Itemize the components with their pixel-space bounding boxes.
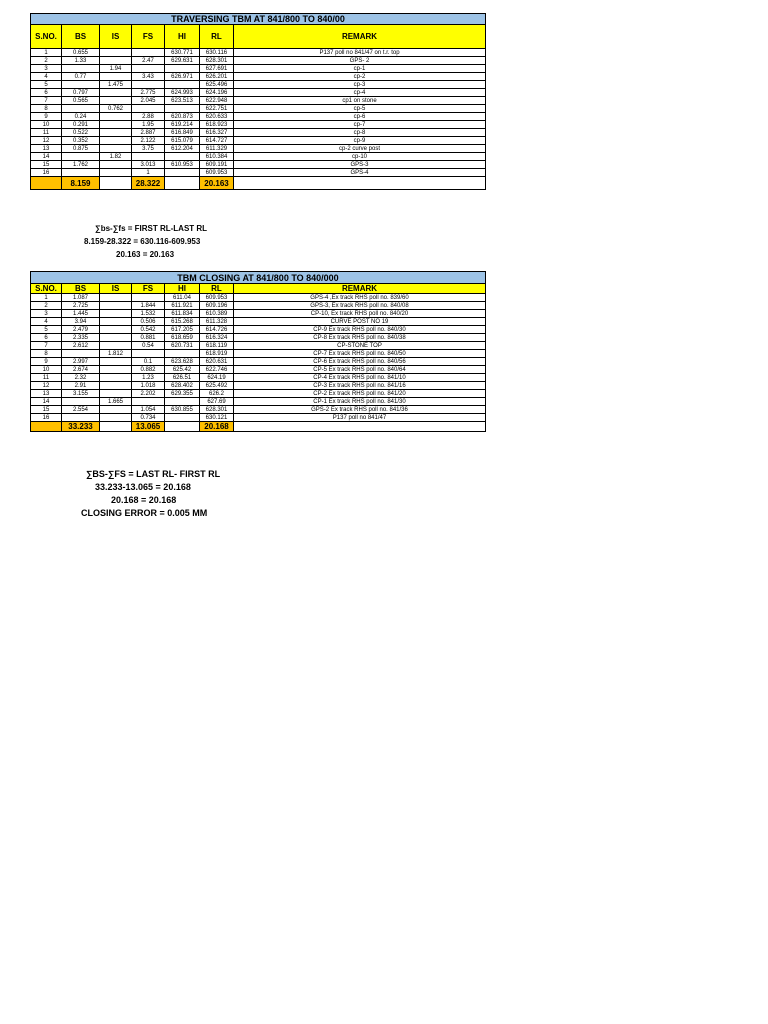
cell-rl: 609.191 <box>200 161 234 169</box>
table-row <box>31 105 486 113</box>
cell-remark: cp-6 <box>234 113 486 121</box>
cell-is: 0.762 <box>100 105 132 113</box>
cell-bs: 0.522 <box>62 129 100 137</box>
cell-fs: 0.506 <box>132 318 165 326</box>
cell-is <box>100 113 132 121</box>
cell-is <box>100 129 132 137</box>
cell-hi <box>165 169 200 177</box>
formula-line: 33.233-13.065 = 20.168 <box>95 482 191 492</box>
cell-fs <box>132 49 165 57</box>
header-rl: RL <box>200 284 234 294</box>
cell-sno: 2 <box>31 302 62 310</box>
cell-rl: 610.389 <box>200 310 234 318</box>
cell-hi: 616.849 <box>165 129 200 137</box>
cell-rl: 618.919 <box>200 350 234 358</box>
cell-remark: cp-7 <box>234 121 486 129</box>
header-hi: HI <box>165 25 200 49</box>
table-row <box>31 342 486 350</box>
cell-fs: 3.013 <box>132 161 165 169</box>
cell-rl: 611.329 <box>200 145 234 153</box>
cell-fs: 2.88 <box>132 113 165 121</box>
cell-sno: 10 <box>31 366 62 374</box>
header-sno: S.NO. <box>31 25 62 49</box>
cell-hi <box>165 153 200 161</box>
cell-bs: 1.087 <box>62 294 100 302</box>
table-row <box>31 49 486 57</box>
closing-table <box>30 271 486 432</box>
cell-hi: 623.513 <box>165 97 200 105</box>
cell-is: 1.812 <box>100 350 132 358</box>
cell-bs: 2.32 <box>62 374 100 382</box>
cell-is <box>100 406 132 414</box>
table-row <box>31 326 486 334</box>
cell-remark: CP-4 Ex track RHS poll no. 841/10 <box>234 374 486 382</box>
traversing-table <box>30 13 486 190</box>
cell-hi: 626.51 <box>165 374 200 382</box>
cell-remark: GPS-2 Ex track RHS poll no. 841/36 <box>234 406 486 414</box>
cell-remark: GPS-4 ,Ex track RHS poll no. 839/60 <box>234 294 486 302</box>
cell-sno: 9 <box>31 358 62 366</box>
cell-bs <box>62 414 100 422</box>
table-row <box>31 366 486 374</box>
table-row <box>31 414 486 422</box>
cell-rl: 614.727 <box>200 137 234 145</box>
header-remark: REMARK <box>234 284 486 294</box>
cell-sno: 13 <box>31 390 62 398</box>
cell-rl: 611.328 <box>200 318 234 326</box>
cell-hi <box>165 350 200 358</box>
cell-fs: 1.844 <box>132 302 165 310</box>
cell-hi: 626.971 <box>165 73 200 81</box>
cell-hi: 618.659 <box>165 334 200 342</box>
cell-fs <box>132 65 165 73</box>
cell-rl: 626.201 <box>200 73 234 81</box>
table-row <box>31 358 486 366</box>
cell-sno: 11 <box>31 374 62 382</box>
total-rl: 20.163 <box>200 177 234 190</box>
cell-hi <box>165 414 200 422</box>
cell-fs: 2.122 <box>132 137 165 145</box>
cell-remark: GPS- 2 <box>234 57 486 65</box>
cell-fs <box>132 294 165 302</box>
cell-is: 1.94 <box>100 65 132 73</box>
cell-hi: 620.731 <box>165 342 200 350</box>
cell-is <box>100 374 132 382</box>
cell-sno: 9 <box>31 113 62 121</box>
cell-hi <box>165 398 200 406</box>
table-title: TBM CLOSING AT 841/800 TO 840/000 <box>31 272 486 284</box>
cell-remark: GPS-3, Ex track RHS poll no. 840/08 <box>234 302 486 310</box>
cell-bs <box>62 153 100 161</box>
cell-hi <box>165 81 200 89</box>
total-fs: 28.322 <box>132 177 165 190</box>
total-label-cell <box>31 177 62 190</box>
cell-hi <box>165 105 200 113</box>
cell-is <box>100 302 132 310</box>
cell-fs: 1 <box>132 169 165 177</box>
cell-fs <box>132 398 165 406</box>
cell-is <box>100 326 132 334</box>
table-row <box>31 302 486 310</box>
table-row <box>31 137 486 145</box>
cell-fs <box>132 105 165 113</box>
cell-remark: CP-3 Ex track RHS poll no. 841/16 <box>234 382 486 390</box>
cell-is <box>100 318 132 326</box>
table-row <box>31 121 486 129</box>
cell-remark: cp-8 <box>234 129 486 137</box>
cell-fs: 1.054 <box>132 406 165 414</box>
header-rl: RL <box>200 25 234 49</box>
table-row <box>31 294 486 302</box>
cell-rl: 627.69 <box>200 398 234 406</box>
cell-rl: 622.746 <box>200 366 234 374</box>
cell-sno: 8 <box>31 105 62 113</box>
cell-sno: 5 <box>31 326 62 334</box>
cell-remark: CP-7 Ex track RHS poll no. 840/50 <box>234 350 486 358</box>
cell-is <box>100 97 132 105</box>
cell-is: 1.82 <box>100 153 132 161</box>
cell-rl: 627.691 <box>200 65 234 73</box>
table-row <box>31 374 486 382</box>
table-row <box>31 398 486 406</box>
cell-rl: 616.324 <box>200 334 234 342</box>
cell-fs <box>132 81 165 89</box>
table-row <box>31 310 486 318</box>
cell-remark: CP-6 Ex track RHS poll no. 840/56 <box>234 358 486 366</box>
cell-remark: CP-8 Ex track RHS poll no. 840/38 <box>234 334 486 342</box>
table-row <box>31 406 486 414</box>
cell-bs <box>62 105 100 113</box>
table-row <box>31 169 486 177</box>
cell-sno: 14 <box>31 153 62 161</box>
cell-rl: 625.492 <box>200 382 234 390</box>
table-row <box>31 161 486 169</box>
cell-is <box>100 358 132 366</box>
table-row <box>31 318 486 326</box>
cell-rl: 628.301 <box>200 57 234 65</box>
cell-fs: 0.882 <box>132 366 165 374</box>
cell-is <box>100 145 132 153</box>
total-rl: 20.168 <box>200 422 234 432</box>
cell-is <box>100 89 132 97</box>
cell-hi <box>165 65 200 73</box>
cell-is <box>100 73 132 81</box>
cell-remark: GPS-4 <box>234 169 486 177</box>
cell-bs: 0.655 <box>62 49 100 57</box>
total-fs: 13.065 <box>132 422 165 432</box>
cell-fs: 2.202 <box>132 390 165 398</box>
table-row <box>31 145 486 153</box>
cell-remark: cp-4 <box>234 89 486 97</box>
cell-hi: 630.771 <box>165 49 200 57</box>
cell-fs: 0.54 <box>132 342 165 350</box>
cell-fs: 0.881 <box>132 334 165 342</box>
table-title: TRAVERSING TBM AT 841/800 TO 840/00 <box>31 14 486 25</box>
cell-is <box>100 366 132 374</box>
formula-line: 20.168 = 20.168 <box>111 495 177 505</box>
cell-bs: 3.94 <box>62 318 100 326</box>
header-hi: HI <box>165 284 200 294</box>
cell-rl: 624.19 <box>200 374 234 382</box>
cell-bs <box>62 81 100 89</box>
cell-hi: 611.04 <box>165 294 200 302</box>
cell-sno: 7 <box>31 342 62 350</box>
table-row <box>31 382 486 390</box>
cell-remark: GPS-3 <box>234 161 486 169</box>
cell-rl: 625.496 <box>200 81 234 89</box>
cell-bs: 2.554 <box>62 406 100 414</box>
header-bs: BS <box>62 25 100 49</box>
cell-sno: 1 <box>31 49 62 57</box>
cell-bs: 3.155 <box>62 390 100 398</box>
cell-is: 1.475 <box>100 81 132 89</box>
cell-bs: 2.91 <box>62 382 100 390</box>
cell-bs: 2.674 <box>62 366 100 374</box>
formula-line: 8.159-28.322 = 630.116-609.953 <box>84 237 201 246</box>
total-hi <box>165 422 200 432</box>
cell-remark: CURVE POST NO 19 <box>234 318 486 326</box>
header-fs: FS <box>132 25 165 49</box>
cell-bs: 1.762 <box>62 161 100 169</box>
cell-hi: 612.204 <box>165 145 200 153</box>
cell-is <box>100 294 132 302</box>
table-row <box>31 390 486 398</box>
cell-bs: 1.445 <box>62 310 100 318</box>
cell-rl: 618.923 <box>200 121 234 129</box>
cell-fs: 1.95 <box>132 121 165 129</box>
cell-bs <box>62 65 100 73</box>
table-row <box>31 73 486 81</box>
cell-is <box>100 382 132 390</box>
cell-sno: 13 <box>31 145 62 153</box>
cell-remark: cp-2 curve post <box>234 145 486 153</box>
cell-remark: CP-1 Ex track RHS poll no. 841/30 <box>234 398 486 406</box>
cell-fs: 3.75 <box>132 145 165 153</box>
cell-bs: 0.875 <box>62 145 100 153</box>
table-row <box>31 350 486 358</box>
cell-is <box>100 310 132 318</box>
cell-fs: 0.542 <box>132 326 165 334</box>
cell-sno: 3 <box>31 310 62 318</box>
cell-rl: 618.119 <box>200 342 234 350</box>
cell-fs: 3.43 <box>132 73 165 81</box>
cell-rl: 626.2 <box>200 390 234 398</box>
cell-hi: 611.921 <box>165 302 200 310</box>
formula-line: ∑bs-∑fs = FIRST RL-LAST RL <box>95 224 208 233</box>
cell-is: 1.665 <box>100 398 132 406</box>
cell-bs: 0.24 <box>62 113 100 121</box>
cell-rl: 622.948 <box>200 97 234 105</box>
cell-sno: 8 <box>31 350 62 358</box>
cell-hi: 623.628 <box>165 358 200 366</box>
cell-is <box>100 161 132 169</box>
cell-fs: 1.018 <box>132 382 165 390</box>
cell-rl: 622.751 <box>200 105 234 113</box>
cell-rl: 610.384 <box>200 153 234 161</box>
total-bs: 8.159 <box>62 177 100 190</box>
table-row <box>31 334 486 342</box>
cell-fs: 2.775 <box>132 89 165 97</box>
cell-bs: 2.479 <box>62 326 100 334</box>
formula-line: 20.163 = 20.163 <box>116 250 175 259</box>
header-is: IS <box>100 284 132 294</box>
cell-fs: 2.045 <box>132 97 165 105</box>
cell-bs: 2.725 <box>62 302 100 310</box>
cell-remark: cp-1 <box>234 65 486 73</box>
cell-is <box>100 414 132 422</box>
cell-bs: 1.33 <box>62 57 100 65</box>
cell-remark: CP-2 Ex track RHS poll no. 841/20 <box>234 390 486 398</box>
cell-remark: cp-5 <box>234 105 486 113</box>
cell-sno: 11 <box>31 129 62 137</box>
cell-bs: 0.352 <box>62 137 100 145</box>
cell-fs <box>132 153 165 161</box>
header-fs: FS <box>132 284 165 294</box>
table-row <box>31 97 486 105</box>
cell-hi: 611.834 <box>165 310 200 318</box>
cell-rl: 616.327 <box>200 129 234 137</box>
cell-is <box>100 137 132 145</box>
cell-fs <box>132 350 165 358</box>
total-label-cell <box>31 422 62 432</box>
cell-is <box>100 334 132 342</box>
cell-bs: 2.612 <box>62 342 100 350</box>
cell-rl: 614.726 <box>200 326 234 334</box>
total-hi <box>165 177 200 190</box>
total-is <box>100 177 132 190</box>
cell-rl: 609.196 <box>200 302 234 310</box>
cell-fs: 0.1 <box>132 358 165 366</box>
total-remark <box>234 422 486 432</box>
cell-bs: 0.797 <box>62 89 100 97</box>
header-bs: BS <box>62 284 100 294</box>
cell-bs: 2.335 <box>62 334 100 342</box>
cell-sno: 4 <box>31 73 62 81</box>
cell-sno: 6 <box>31 89 62 97</box>
cell-fs: 2.887 <box>132 129 165 137</box>
cell-fs: 1.23 <box>132 374 165 382</box>
cell-bs <box>62 350 100 358</box>
cell-rl: 609.953 <box>200 169 234 177</box>
cell-sno: 5 <box>31 81 62 89</box>
total-is <box>100 422 132 432</box>
cell-is <box>100 49 132 57</box>
cell-fs: 2.47 <box>132 57 165 65</box>
cell-hi: 628.402 <box>165 382 200 390</box>
cell-remark: cp-3 <box>234 81 486 89</box>
cell-rl: 628.301 <box>200 406 234 414</box>
cell-hi: 619.214 <box>165 121 200 129</box>
cell-sno: 15 <box>31 161 62 169</box>
cell-rl: 620.631 <box>200 358 234 366</box>
cell-is <box>100 390 132 398</box>
cell-bs: 0.565 <box>62 97 100 105</box>
header-remark: REMARK <box>234 25 486 49</box>
cell-sno: 3 <box>31 65 62 73</box>
cell-sno: 12 <box>31 137 62 145</box>
cell-sno: 2 <box>31 57 62 65</box>
cell-hi: 610.953 <box>165 161 200 169</box>
cell-is <box>100 121 132 129</box>
closing-error: CLOSING ERROR = 0.005 MM <box>81 508 208 518</box>
cell-sno: 4 <box>31 318 62 326</box>
total-bs: 33.233 <box>62 422 100 432</box>
cell-remark: P137 poll no 841/47 <box>234 414 486 422</box>
cell-remark: cp-2 <box>234 73 486 81</box>
table-row <box>31 81 486 89</box>
cell-sno: 16 <box>31 414 62 422</box>
cell-remark: CP-10, Ex track RHS poll no. 840/20 <box>234 310 486 318</box>
cell-bs: 2.997 <box>62 358 100 366</box>
cell-is <box>100 342 132 350</box>
cell-hi: 630.855 <box>165 406 200 414</box>
cell-fs: 0.734 <box>132 414 165 422</box>
cell-hi: 625.42 <box>165 366 200 374</box>
cell-is <box>100 169 132 177</box>
cell-fs: 1.532 <box>132 310 165 318</box>
header-is: IS <box>100 25 132 49</box>
cell-remark: cp-9 <box>234 137 486 145</box>
cell-remark: cp1 on stone <box>234 97 486 105</box>
cell-hi: 615.268 <box>165 318 200 326</box>
cell-rl: 624.196 <box>200 89 234 97</box>
cell-remark: CP-STONE TOP <box>234 342 486 350</box>
cell-bs <box>62 169 100 177</box>
cell-rl: 630.121 <box>200 414 234 422</box>
total-remark <box>234 177 486 190</box>
cell-bs <box>62 398 100 406</box>
cell-sno: 7 <box>31 97 62 105</box>
cell-sno: 6 <box>31 334 62 342</box>
cell-sno: 10 <box>31 121 62 129</box>
cell-bs: 0.291 <box>62 121 100 129</box>
cell-hi: 620.873 <box>165 113 200 121</box>
cell-sno: 16 <box>31 169 62 177</box>
table-row <box>31 65 486 73</box>
cell-rl: 630.116 <box>200 49 234 57</box>
cell-remark: P137 poll no 841/47 on t.r. top <box>234 49 486 57</box>
cell-remark: CP-9 Ex track RHS poll no. 840/30 <box>234 326 486 334</box>
cell-is <box>100 57 132 65</box>
cell-sno: 1 <box>31 294 62 302</box>
cell-remark: CP-5 Ex track RHS poll no. 840/64 <box>234 366 486 374</box>
table-row <box>31 113 486 121</box>
cell-hi: 624.993 <box>165 89 200 97</box>
table-row <box>31 129 486 137</box>
cell-hi: 615.079 <box>165 137 200 145</box>
cell-sno: 14 <box>31 398 62 406</box>
cell-sno: 15 <box>31 406 62 414</box>
cell-hi: 629.355 <box>165 390 200 398</box>
table-row <box>31 153 486 161</box>
cell-hi: 629.631 <box>165 57 200 65</box>
cell-sno: 12 <box>31 382 62 390</box>
formula-line: ∑BS-∑FS = LAST RL- FIRST RL <box>86 469 221 479</box>
table-row <box>31 57 486 65</box>
cell-rl: 620.633 <box>200 113 234 121</box>
cell-remark: cp-10 <box>234 153 486 161</box>
cell-bs: 0.77 <box>62 73 100 81</box>
cell-rl: 609.953 <box>200 294 234 302</box>
cell-hi: 617.205 <box>165 326 200 334</box>
table-row <box>31 89 486 97</box>
header-sno: S.NO. <box>31 284 62 294</box>
